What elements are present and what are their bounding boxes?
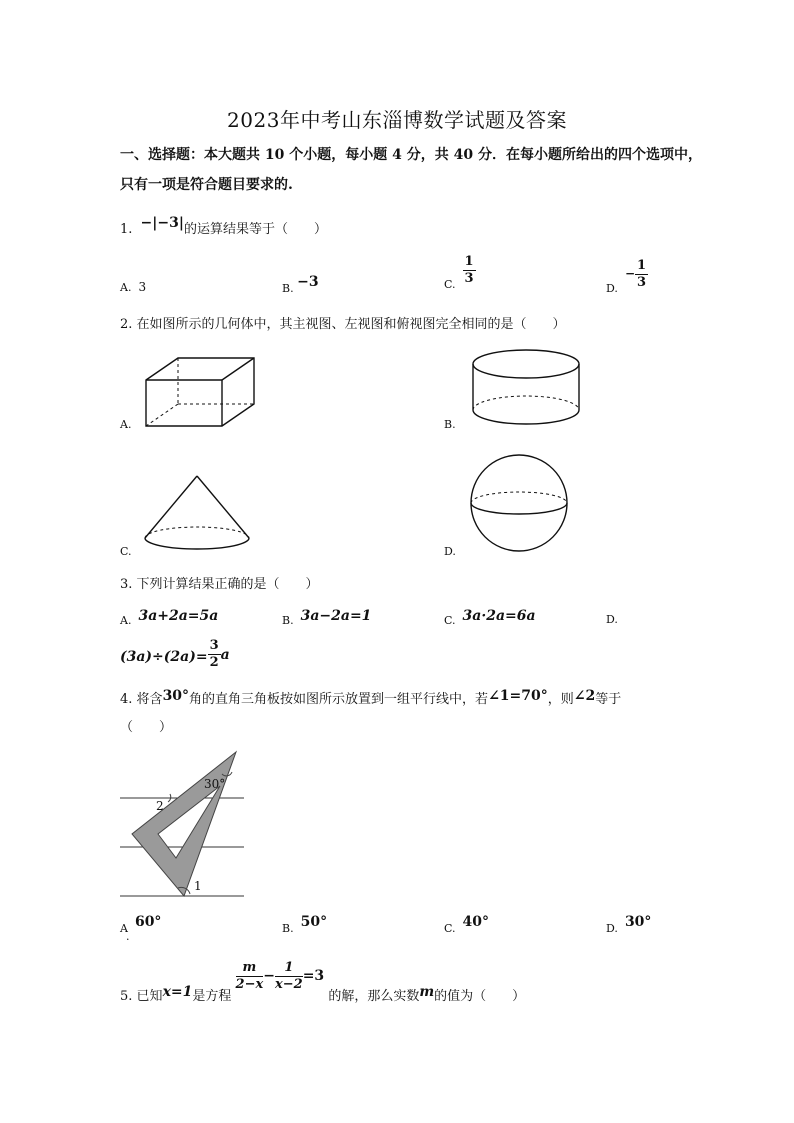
q2-option-b: B.: [444, 418, 456, 431]
q1-option-c: C. $\frac{1}{3}$: [444, 254, 474, 291]
question-1: [120, 215, 327, 237]
q1-option-b: B. −3: [282, 274, 319, 295]
q3-option-b: B. 3a−2a=1: [282, 608, 372, 627]
angle-30-label: 30°: [204, 777, 226, 791]
section-line-1: 一、选择题：本大题共 10 个小题，每小题 4 分，共 40 分．在每小题所给出的四个选项中，: [120, 147, 702, 163]
parallel-lines-figure: [118, 750, 248, 900]
question-5: 5. 已知x=1是方程 $\frac{m}{2-x}$ − $\frac{1}{x-2}$ =3 的解，那么实数m的值为（ ）: [120, 960, 526, 1004]
q3-option-d: D.: [606, 613, 618, 626]
q1-expression: −|−3|: [140, 215, 184, 231]
q2-option-c: C.: [120, 545, 132, 558]
q4-option-b: B. 50°: [282, 914, 328, 935]
question-text: 的运算结果等于（ ）: [183, 222, 327, 237]
sphere-figure: [469, 453, 569, 553]
question-number: 1.: [120, 222, 133, 237]
angle-1-label: 1: [194, 879, 202, 893]
question-4-paren: （ ）: [120, 720, 173, 735]
q4-option-c: C. 40°: [444, 914, 490, 935]
q2-option-d: D.: [444, 545, 456, 558]
cuboid-figure: [144, 356, 264, 426]
q3-option-c: C. 3a·2a=6a: [444, 608, 536, 627]
section-line-2: 只有一项是符合题目要求的.: [120, 177, 293, 193]
question-2: 2. 在如图所示的几何体中，其主视图、左视图和俯视图完全相同的是（ ）: [120, 317, 566, 332]
page-title: 2023年中考山东淄博数学试题及答案: [227, 108, 567, 132]
angle-2-label: 2: [156, 799, 164, 813]
cylinder-figure: [471, 348, 583, 428]
q1-option-a: A. 3: [120, 280, 147, 294]
question-text: 下列计算结果正确的是（ ）: [136, 577, 319, 592]
q2-option-a: A.: [120, 418, 132, 431]
q3-option-a: A. 3a+2a=5a: [120, 608, 219, 627]
question-4: 4. 将含30°角的直角三角板按如图所示放置到一组平行线中，若∠1=70°，则∠2等于: [120, 688, 622, 707]
q1-option-d: D. − $\frac{1}{3}$: [606, 258, 647, 295]
q3-option-d-value: (3a)÷(2a)= $\frac{3}{2}$ a: [120, 638, 230, 670]
cone-figure: [143, 474, 253, 554]
question-3: 3. 下列计算结果正确的是（ ）: [120, 577, 319, 592]
q4-option-a: A 60° .: [120, 914, 162, 943]
section-header: [120, 142, 702, 198]
question-text: 在如图所示的几何体中，其主视图、左视图和俯视图完全相同的是（ ）: [136, 317, 566, 332]
q4-option-d: D. 30°: [606, 914, 652, 935]
